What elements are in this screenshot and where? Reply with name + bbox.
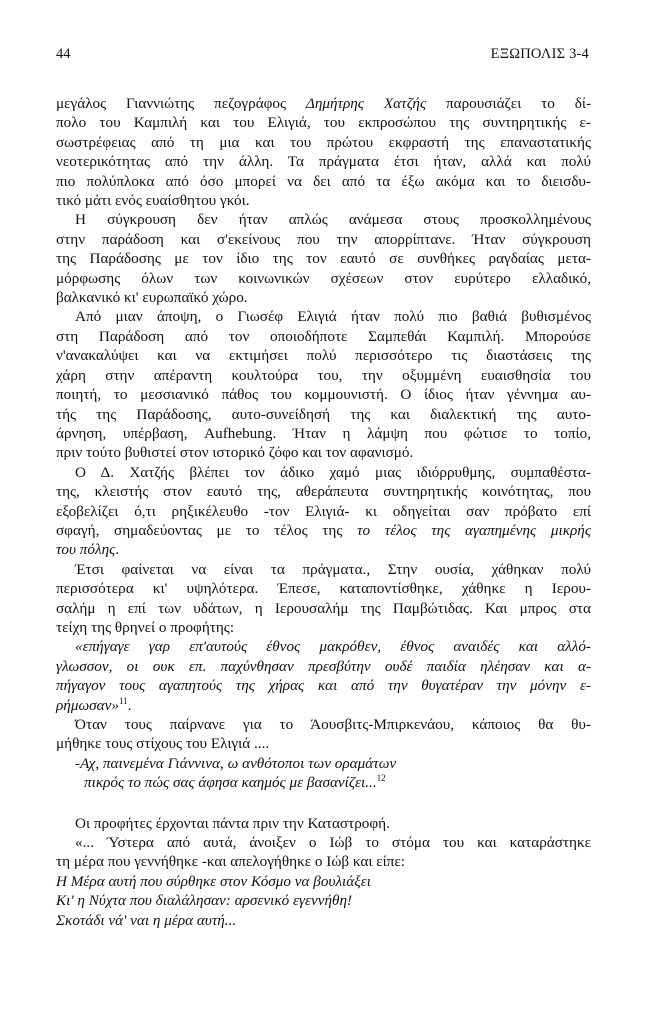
verse-line: -Αχ, παινεμένα Γιάννινα, ω ανθότοποι των οραμάτων (75, 754, 397, 772)
text-line: της, κλειστής στον εαυτό της, αθεράπευτα συντηρητικής κοινότητας, που (56, 483, 591, 501)
text-line: τής της Παράδοσης, αυτο-συνείδησή της και διαλεκτική της αυτο- (56, 405, 591, 423)
text-line: στη Παράδοση από τον οποιοδήποτε Σαμπεθάι Καμπιλή. Μπορούσε (56, 327, 591, 345)
paragraph-3 (56, 307, 591, 462)
paragraph-6 (56, 715, 591, 754)
verse-line: Σκοτάδι νά' ναι η μέρα αυτή... (56, 911, 237, 929)
text-line: άρνηση, υπέρβαση, Aufhebung. Ήταν η λάμψη που φώτισε το τοπίο, (56, 424, 591, 442)
journal-title: ΕΞΩΠΟΛΙΣ 3-4 (490, 46, 589, 62)
text-line: τικό μάτι ενός ευαίσθητου γκόι. (56, 192, 250, 210)
job-verse (56, 872, 591, 930)
paragraph-5 (56, 560, 591, 638)
quote-line: ρήμωσαν»$^{11}$. (56, 695, 132, 714)
text-line: Η σύγκρουση δεν ήταν απλώς ανάμεσα στους προσκολλημένους (75, 211, 591, 229)
paragraph-1 (56, 94, 591, 210)
text-line: «... Ύστερα από αυτά, άνοιξεν ο Ιώβ το στόμα του και καταράστηκε (75, 834, 591, 852)
verse-line: Η Μέρα αυτή που σύρθηκε στον Κόσμο να βουλιάξει (56, 872, 371, 890)
text-line: μήθηκε τους στίχους του Ελιγιά .... (56, 735, 270, 753)
text-line: τείχη της θρηνεί ο προφήτης: (56, 618, 235, 636)
text-line: μεγάλος Γιαννιώτης πεζογράφος Δημήτρης Χατζής παρουσιάζει το δί- (56, 95, 592, 112)
text-line: πιο πολύπλοκα από όσο μπορεί να δει από τα έξω ακόμα και το διεισδυ- (56, 172, 591, 190)
running-head (56, 46, 589, 68)
paragraph-7 (56, 814, 591, 872)
text-line: πολο του Καμπιλή και του Ελιγιά, του εκπροσώπου της συντηρητικής ε- (56, 114, 591, 132)
text-line: νεοτερικότητας από την άλλη. Τα πράγματα έτσι ήταν, αλλά και πολύ (56, 153, 591, 171)
text-line: ν'ανακαλύψει και να εκτιμήσει πολύ περισσότερο τις διαστάσεις της (56, 347, 591, 365)
quote-line: γλωσσον, οι ουκ επ. παχύνθησαν πρεσβύτην ουδέ παιδία ηλέησαν και α- (56, 657, 591, 675)
text-line: περισσότερα κι' υψηλότερα. Έπεσε, καταποντίσθηκε, χάθηκε η Ιερου- (56, 580, 591, 598)
body-text (56, 94, 591, 930)
text-line: χάρη στην απέραντη κουλτούρα του, την οξυμμένη ευαισθησία του (56, 366, 591, 384)
text-line: Έτσι φαίνεται να είναι τα πράγματα., Στην ουσία, χάθηκαν πολύ (75, 560, 591, 578)
text-line: σφαγή, σημαδεύοντας με το τέλος της το τέλος της αγαπημένης μικρής (56, 521, 591, 539)
author-name: Δημήτρης Χατζής (305, 95, 427, 112)
text-line: τη μέρα που γεννήθηκε -και απελογήθηκε ο Ιώβ και είπε: (56, 853, 405, 871)
text-line: σωστρέφειας από τη μια και του πρώτου εκφραστή της επαναστατικής (56, 133, 591, 151)
verse-excerpt (56, 754, 591, 793)
footnote-ref: 12 (376, 773, 386, 784)
text-line: Ο Δ. Χατζής βλέπει τον άδικο χαμό μιας ιδιόρρυθμης, συμπαθέστα- (75, 463, 591, 481)
text-line: εξοβελίζει ό,τι ρηξικέλευθο -τον Ελιγιά- κι οδηγείται σαν πρόβατο επί (56, 502, 591, 520)
quote-line: «επήγαγε γαρ επ'αυτούς έθνος μακρόθεν, έθνος αναιδές και αλλό- (75, 638, 591, 656)
text-line: μόρφωσης όλων των κοινωνικών σχέσεων στον ευρύτερο ελλαδικό, (56, 269, 591, 287)
page-number: 44 (56, 46, 71, 62)
paragraph-2 (56, 210, 591, 307)
text-line: Οι προφήτες έρχονται πάντα πριν την Καταστροφή. (75, 814, 390, 832)
text-line: του πόλης. (56, 541, 120, 559)
blank-line (56, 793, 591, 814)
text-line: της Παράδοσης με τον ίδιο της τον εαυτό σε συνθήκες ραγδαίας μετα- (56, 250, 591, 268)
footnote-ref: 11 (118, 695, 128, 706)
quote-line: πήγαγον τους αγαπητούς της χήρας και από την θυγατέραν την μόνην ε- (56, 677, 591, 695)
text-line: στην παράδοση και σ'εκείνους που την απορρίπτανε. Ήταν σύγκρουση (56, 230, 591, 248)
verse-line: πικρός το πώς σας άφησα καημός με βασανίζει...$^{12}$ (84, 773, 386, 792)
text-line: βαλκανικό κι' ευρωπαϊκό χώρο. (56, 289, 248, 307)
text-line: ποιητή, το μεσσιανικό πάθος του κομμουνιστή. Ο ίδιος ήταν γέννημα αυ- (56, 386, 591, 404)
text-line: Από μιαν άποψη, ο Γιωσέφ Ελιγιά ήταν πολύ πιο βαθιά βυθισμένος (75, 308, 591, 326)
text-line: πριν τούτο βυθιστεί στον ιστορικό ζόφο και τον αφανισμό. (56, 444, 414, 462)
prophet-quotation (56, 637, 591, 715)
text-line: σαλήμ η επί των υδάτων, η Ιερουσαλήμ της Παμβώτιδας. Και μπρος στα (56, 599, 591, 617)
paragraph-4 (56, 463, 591, 560)
verse-line: Κι' η Νύχτα που διαλάλησαν: αρσενικό εγεννήθη! (56, 892, 353, 910)
text-line: Όταν τους παίρνανε για το Άουσβιτς-Μπιρκενάου, κάποιος θα θυ- (75, 716, 591, 733)
